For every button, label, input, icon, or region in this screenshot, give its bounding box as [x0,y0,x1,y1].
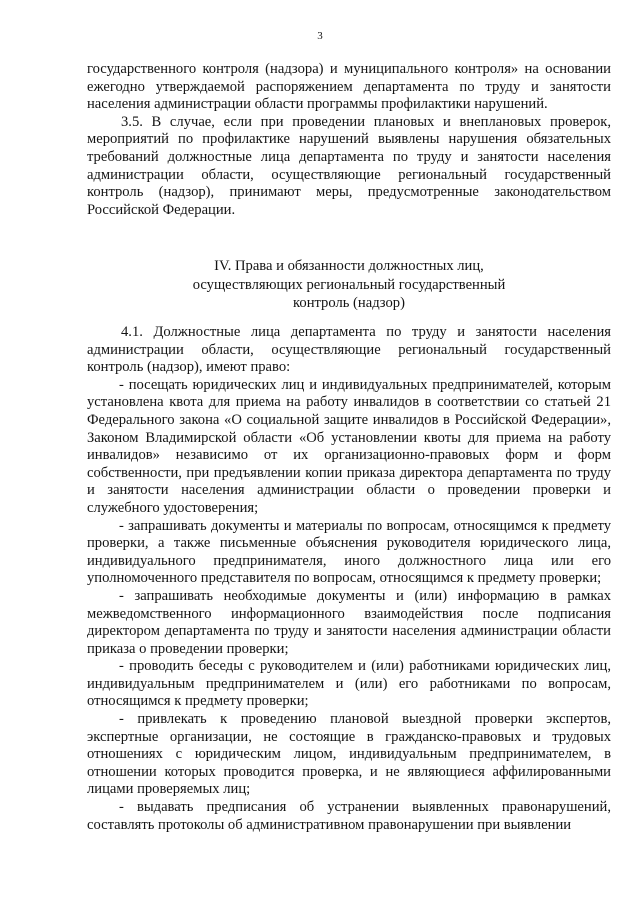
section-title-line-2: осуществляющих региональный государственный [192,276,506,293]
paragraph-3-5: 3.5. В случае, если при проведении плановых и внеплановых проверок, мероприятий по профилактике нарушений выявлены нарушения обязательных требований должностные лица департамента по труду и занятости населения администрации области, осуществляющие региональный государственный контроль (надзор), принимают меры, предусмотренные законодательством Российской Федерации. [87,113,611,218]
page-number: 3 [317,30,323,42]
list-item: - запрашивать необходимые документы и (или) информацию в рамках межведомственного информационного взаимодействия после подписания директором департамента по труду и занятости населения администрации области приказа о проведении проверки; [87,587,611,657]
list-item: - проводить беседы с руководителем и (или) работниками юридических лиц, индивидуальным предпринимателем и (или) его работниками по вопросам, относящимся к предмету проверки; [87,658,611,710]
list-item: - запрашивать документы и материалы по вопросам, относящимся к предмету проверки, а также письменные объяснения руководителя юридического лица, индивидуального предпринимателя, иного должностного лица или его уполномоченного представителя по вопросам, относящимся к предмету проверки; [87,517,611,587]
list-item: - посещать юридических лиц и индивидуальных предпринимателей, которым установлена квота для приема на работу инвалидов в соответствии со статьей 21 Федерального закона «О социальной защите инвалидов в Российской Федерации», Законом Владимирской области «Об установлении квоты для приема на работу инвалидов» независимо от их организационно-правовых форм и форм собственности, при предъявлении копии приказа директора департамента по труду и занятости населения администрации области о проведении проверки и служебного удостоверения; [87,376,611,516]
list-item: - привлекать к проведению плановой выездной проверки экспертов, экспертные организации, не состоящие в гражданско-правовых и трудовых отношениях с юридическим лицом, индивидуальным предпринимателем, в отношении которых проводится проверка, и не являющиеся аффилированными лицами проверяемых лиц; [87,711,611,798]
body-block [87,324,611,834]
section-heading [87,257,611,313]
section-title-line-1: IV. Права и обязанности должностных лиц, [214,258,484,274]
paragraph-continuation: государственного контроля (надзора) и муниципального контроля» на основании ежегодно утверждаемой распоряжением департамента по труду и занятости населения администрации области программы профилактики нарушений. [87,61,611,113]
list-item: - выдавать предписания об устранении выявленных правонарушений, составлять протоколы об административном правонарушении при выявлении [87,799,611,833]
intro-block [87,61,611,219]
paragraph-4-1: 4.1. Должностные лица департамента по труду и занятости населения администрации области, осуществляющие региональный государственный контроль (надзор), имеют право: [87,324,611,376]
section-title-line-3: контроль (надзор) [293,295,405,311]
